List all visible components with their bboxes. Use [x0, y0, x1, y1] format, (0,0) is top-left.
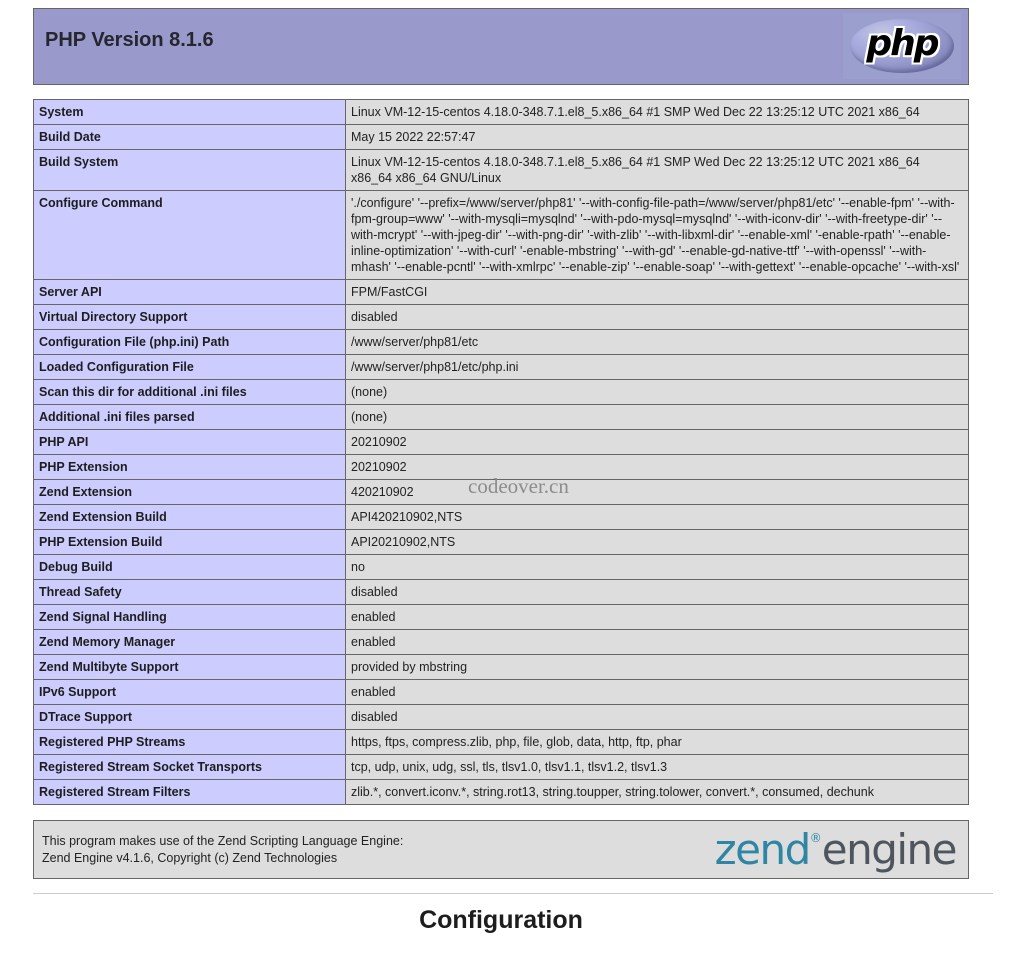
phpinfo-page: [33, 8, 969, 935]
table-row: [34, 680, 969, 705]
table-row: [34, 480, 969, 505]
row-label: Zend Extension: [34, 480, 346, 505]
row-value: (none): [346, 380, 969, 405]
row-label: Zend Multibyte Support: [34, 655, 346, 680]
row-value: './configure' '--prefix=/www/server/php81' '--with-config-file-path=/www/server/php81/etc' '--enable-fpm' '--with-fpm-group=www' '--with-mysqli=mysqlnd' '--with-pdo-mysql=mysqlnd' '--with-iconv-dir' '--with-freetype-dir' '--with-mcrypt' '--with-jpeg-dir' '--with-png-dir' '-with-zlib' '--with-libxml-dir' '--enable-xml' '-enable-rpath' '--enable-inline-optimization' '--with-curl' '-enable-mbstring' '--with-gd' '--enable-gd-native-ttf' '--with-openssl' '--with-mhash' '--enable-pcntl' '--with-xmlrpc' '--enable-zip' '--enable-soap' '--with-gettext' '--enable-opcache' '--with-xsl': [346, 191, 969, 280]
table-row: [34, 430, 969, 455]
row-value: https, ftps, compress.zlib, php, file, glob, data, http, ftp, phar: [346, 730, 969, 755]
row-value: /www/server/php81/etc: [346, 330, 969, 355]
page-title: PHP Version 8.1.6: [45, 29, 214, 51]
row-value: 420210902: [346, 480, 969, 505]
row-value: 20210902: [346, 430, 969, 455]
zend-logo-engine-text: engine: [821, 824, 956, 874]
row-label: Build Date: [34, 125, 346, 150]
row-label: Registered Stream Socket Transports: [34, 755, 346, 780]
row-value: FPM/FastCGI: [346, 280, 969, 305]
zend-credit-text: [42, 833, 403, 867]
row-label: Additional .ini files parsed: [34, 405, 346, 430]
php-logo: [843, 13, 961, 79]
row-label: Server API: [34, 280, 346, 305]
table-row: [34, 355, 969, 380]
row-label: Zend Memory Manager: [34, 630, 346, 655]
row-value: /www/server/php81/etc/php.ini: [346, 355, 969, 380]
row-label: DTrace Support: [34, 705, 346, 730]
row-label: PHP Extension: [34, 455, 346, 480]
table-row: [34, 555, 969, 580]
table-row: [34, 755, 969, 780]
row-label: Registered PHP Streams: [34, 730, 346, 755]
table-row: [34, 605, 969, 630]
table-row: [34, 630, 969, 655]
zend-credit-line1: This program makes use of the Zend Scripting Language Engine:: [42, 833, 404, 848]
row-label: PHP Extension Build: [34, 530, 346, 555]
row-label: Debug Build: [34, 555, 346, 580]
row-label: IPv6 Support: [34, 680, 346, 705]
row-label: Virtual Directory Support: [34, 305, 346, 330]
row-label: Configuration File (php.ini) Path: [34, 330, 346, 355]
registered-trademark-icon: ®: [809, 830, 822, 845]
row-value: zlib.*, convert.iconv.*, string.rot13, string.toupper, string.tolower, convert.*, consumed, dechunk: [346, 780, 969, 805]
table-row: [34, 305, 969, 330]
php-version-header: [33, 8, 969, 85]
table-row: [34, 191, 969, 280]
row-value: May 15 2022 22:57:47: [346, 125, 969, 150]
row-label: Thread Safety: [34, 580, 346, 605]
row-label: Zend Signal Handling: [34, 605, 346, 630]
row-value: provided by mbstring: [346, 655, 969, 680]
table-row: [34, 330, 969, 355]
zend-engine-logo[interactable]: [714, 824, 956, 874]
row-value: API420210902,NTS: [346, 505, 969, 530]
row-label: Loaded Configuration File: [34, 355, 346, 380]
table-row: [34, 730, 969, 755]
row-value: (none): [346, 405, 969, 430]
row-value: tcp, udp, unix, udg, ssl, tls, tlsv1.0, tlsv1.1, tlsv1.2, tlsv1.3: [346, 755, 969, 780]
row-value: Linux VM-12-15-centos 4.18.0-348.7.1.el8_5.x86_64 #1 SMP Wed Dec 22 13:25:12 UTC 2021 x86_64: [346, 100, 969, 125]
table-row: [34, 455, 969, 480]
section-divider: [33, 893, 993, 894]
php-logo-text: php: [866, 23, 938, 64]
row-value: enabled: [346, 605, 969, 630]
row-value: enabled: [346, 680, 969, 705]
zend-logo-zend-text: zend: [714, 824, 810, 874]
row-label: PHP API: [34, 430, 346, 455]
zend-credit-line2: Zend Engine v4.1.6, Copyright (c) Zend Technologies: [42, 850, 338, 865]
table-row: [34, 705, 969, 730]
zend-credit-cell: [34, 821, 969, 879]
table-row: [34, 780, 969, 805]
row-value: disabled: [346, 705, 969, 730]
row-value: enabled: [346, 630, 969, 655]
php-logo-ellipse: [850, 19, 954, 73]
table-row: [34, 655, 969, 680]
row-value: Linux VM-12-15-centos 4.18.0-348.7.1.el8_5.x86_64 #1 SMP Wed Dec 22 13:25:12 UTC 2021 x86_64 x86_64 x86_64 GNU/Linux: [346, 150, 969, 191]
table-row: [34, 405, 969, 430]
row-label: Build System: [34, 150, 346, 191]
table-row: [34, 125, 969, 150]
table-row: [34, 380, 969, 405]
table-row: [34, 505, 969, 530]
table-row: [34, 280, 969, 305]
table-row: [34, 100, 969, 125]
table-row: [34, 530, 969, 555]
row-value: API20210902,NTS: [346, 530, 969, 555]
row-value: disabled: [346, 580, 969, 605]
row-label: Registered Stream Filters: [34, 780, 346, 805]
header-cell: [34, 9, 969, 85]
row-label: Zend Extension Build: [34, 505, 346, 530]
php-info-table: [33, 99, 969, 805]
row-label: System: [34, 100, 346, 125]
watermark: codeover.cn: [468, 474, 569, 498]
row-value: no: [346, 555, 969, 580]
row-value: disabled: [346, 305, 969, 330]
zend-credit-box: [33, 820, 969, 879]
row-label: Configure Command: [34, 191, 346, 280]
table-row: [34, 150, 969, 191]
row-value: 20210902: [346, 455, 969, 480]
configuration-section-heading: Configuration: [419, 906, 583, 934]
row-label: Scan this dir for additional .ini files: [34, 380, 346, 405]
table-row: [34, 580, 969, 605]
